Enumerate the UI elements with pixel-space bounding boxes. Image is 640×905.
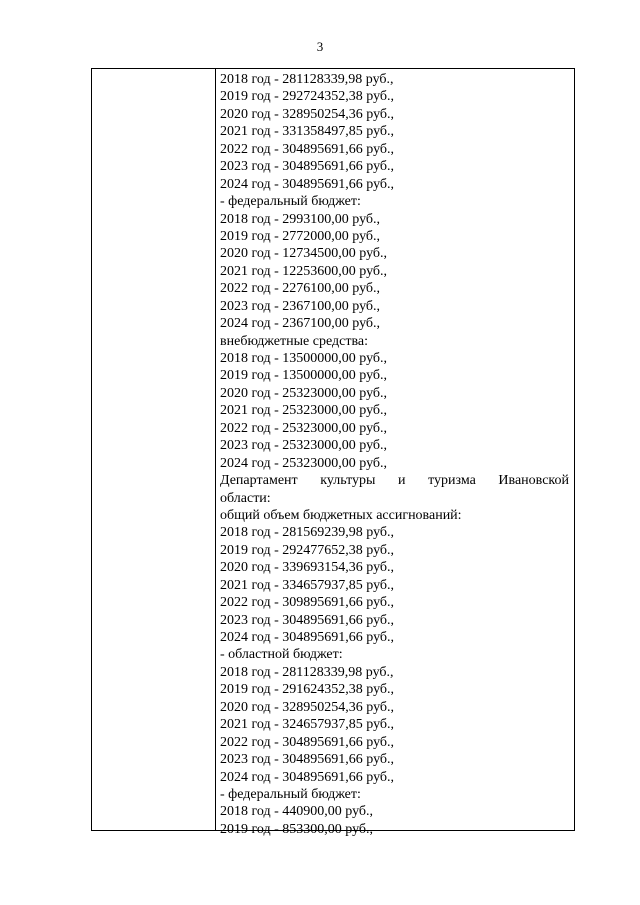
text-line: 2021 год - 324657937,85 руб.,: [220, 717, 395, 733]
text-line: 2023 год - 2367100,00 руб.,: [220, 298, 381, 314]
text-line: 2024 год - 304895691,66 руб.,: [220, 630, 395, 645]
text-line: 2021 год - 334657937,85 руб.,: [220, 577, 395, 593]
text-line: 2019 год - 291624352,38 руб.,: [220, 682, 395, 698]
text-line: 2023 год - 304895691,66 руб.,: [220, 752, 395, 768]
section-heading: - федеральный бюджет:: [220, 786, 361, 802]
page-number: 3: [316, 39, 324, 54]
department-heading: Департамент культуры и туризма Ивановской: [220, 473, 569, 489]
text-line: 2019 год - 853300,00 руб.,: [220, 821, 374, 837]
section-heading: внебюджетные средства:: [220, 333, 368, 349]
text-line: 2021 год - 12253600,00 руб.,: [220, 263, 388, 279]
text-line: 2020 год - 12734500,00 руб.,: [220, 246, 388, 262]
text-line: 2019 год - 13500000,00 руб.,: [220, 368, 388, 384]
text-line: 2022 год - 2276100,00 руб.,: [220, 281, 381, 297]
text-line: 2018 год - 281128339,98 руб.,: [220, 72, 394, 87]
text-line: 2018 год - 281569239,98 руб.,: [220, 525, 395, 541]
text-line: 2022 год - 304895691,66 руб.,: [220, 734, 395, 750]
funding-table: [91, 68, 575, 837]
text-line: 2021 год - 331358497,85 руб.,: [220, 124, 395, 140]
text-line: 2024 год - 304895691,66 руб.,: [220, 769, 395, 785]
text-line: 2019 год - 292477652,38 руб.,: [220, 542, 395, 558]
column-divider: [215, 69, 216, 830]
text-line: 2018 год - 13500000,00 руб.,: [220, 351, 388, 366]
section-heading: - областной бюджет:: [220, 647, 343, 663]
text-line: 2020 год - 339693154,36 руб.,: [220, 560, 395, 576]
text-line: 2023 год - 304895691,66 руб.,: [220, 159, 395, 175]
text-line: 2020 год - 25323000,00 руб.,: [220, 385, 388, 401]
text-line: 2018 год - 281128339,98 руб.,: [220, 664, 394, 680]
text-line: 2024 год - 25323000,00 руб.,: [220, 455, 388, 471]
section-heading: общий объем бюджетных ассигнований:: [220, 507, 462, 523]
text-line: 2022 год - 25323000,00 руб.,: [220, 420, 388, 436]
funding-details-cell: [220, 71, 569, 838]
text-line: 2018 год - 2993100,00 руб.,: [220, 211, 381, 227]
text-line: 2022 год - 304895691,66 руб.,: [220, 141, 395, 157]
text-line: 2024 год - 304895691,66 руб.,: [220, 176, 395, 192]
text-line: 2021 год - 25323000,00 руб.,: [220, 403, 388, 419]
section-heading: - федеральный бюджет:: [220, 194, 361, 210]
text-line: 2019 год - 292724352,38 руб.,: [220, 89, 395, 105]
text-line: 2022 год - 309895691,66 руб.,: [220, 595, 395, 611]
text-line: 2018 год - 440900,00 руб.,: [220, 804, 374, 820]
text-line: 2023 год - 304895691,66 руб.,: [220, 612, 395, 628]
text-line: 2023 год - 25323000,00 руб.,: [220, 438, 388, 454]
department-heading-continued: области:: [220, 490, 271, 506]
text-line: 2020 год - 328950254,36 руб.,: [220, 699, 395, 715]
text-line: 2020 год - 328950254,36 руб.,: [220, 106, 395, 122]
text-line: 2024 год - 2367100,00 руб.,: [220, 316, 381, 332]
text-line: 2019 год - 2772000,00 руб.,: [220, 228, 381, 244]
